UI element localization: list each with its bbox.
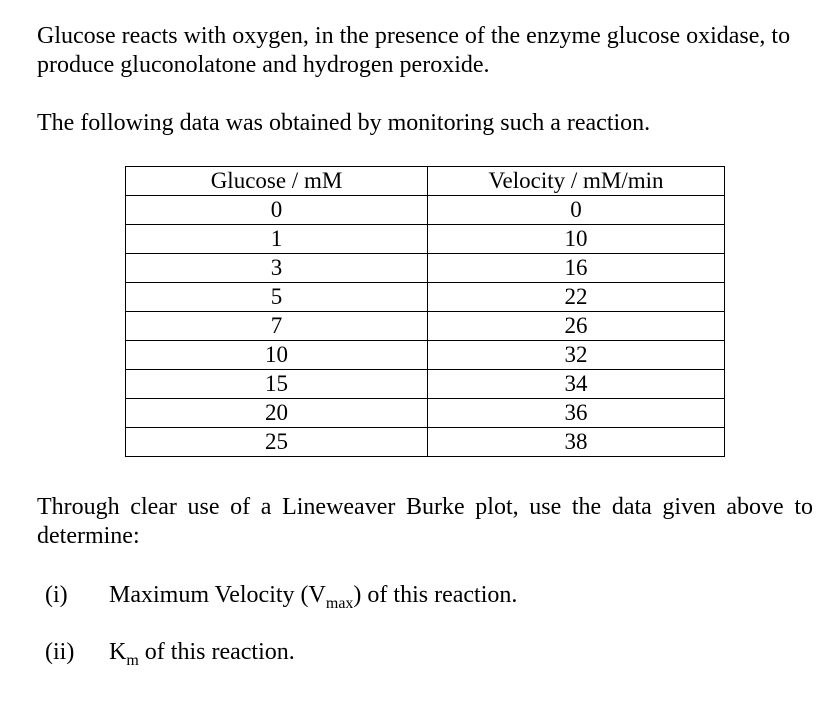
question-text-post: ) of this reaction. — [353, 582, 518, 608]
velocity-cell: 22 — [428, 283, 725, 312]
velocity-cell: 16 — [428, 254, 725, 283]
intro-paragraph: Glucose reacts with oxygen, in the presence of the enzyme glucose oxidase, to produce gluconolatone and hydrogen peroxide. — [37, 23, 791, 78]
velocity-cell: 34 — [428, 370, 725, 399]
instruction-paragraph: Through clear use of a Lineweaver Burke plot, use the data given above to determine: — [37, 494, 813, 549]
table-row — [126, 196, 725, 225]
question-text-post: of this reaction. — [138, 639, 295, 665]
question-number: (ii) — [45, 639, 75, 665]
velocity-cell: 38 — [428, 428, 725, 457]
table-row — [126, 283, 725, 312]
glucose-header: Glucose / mM — [126, 167, 428, 196]
table-row — [126, 399, 725, 428]
glucose-cell: 1 — [126, 225, 428, 254]
question-subscript: m — [126, 651, 139, 669]
velocity-cell: 32 — [428, 341, 725, 370]
table-row — [126, 254, 725, 283]
velocity-cell: 0 — [428, 196, 725, 225]
glucose-cell: 15 — [126, 370, 428, 399]
glucose-cell: 25 — [126, 428, 428, 457]
table-row — [126, 312, 725, 341]
glucose-cell: 3 — [126, 254, 428, 283]
table-header-row — [126, 167, 725, 196]
glucose-cell: 10 — [126, 341, 428, 370]
glucose-cell: 0 — [126, 196, 428, 225]
glucose-cell: 20 — [126, 399, 428, 428]
table-row — [126, 370, 725, 399]
velocity-cell: 26 — [428, 312, 725, 341]
table-row — [126, 225, 725, 254]
velocity-cell: 10 — [428, 225, 725, 254]
question-km — [45, 637, 295, 667]
velocity-cell: 36 — [428, 399, 725, 428]
question-text-pre: Maximum Velocity (V — [109, 582, 326, 608]
table-row — [126, 341, 725, 370]
glucose-cell: 5 — [126, 283, 428, 312]
question-subscript: max — [325, 594, 354, 612]
glucose-velocity-table — [125, 166, 725, 457]
velocity-header: Velocity / mM/min — [428, 167, 725, 196]
question-text-pre: K — [109, 639, 127, 665]
question-number: (i) — [45, 582, 68, 608]
lead-paragraph: The following data was obtained by monitoring such a reaction. — [37, 110, 651, 136]
question-vmax — [45, 580, 517, 610]
table-row — [126, 428, 725, 457]
glucose-cell: 7 — [126, 312, 428, 341]
